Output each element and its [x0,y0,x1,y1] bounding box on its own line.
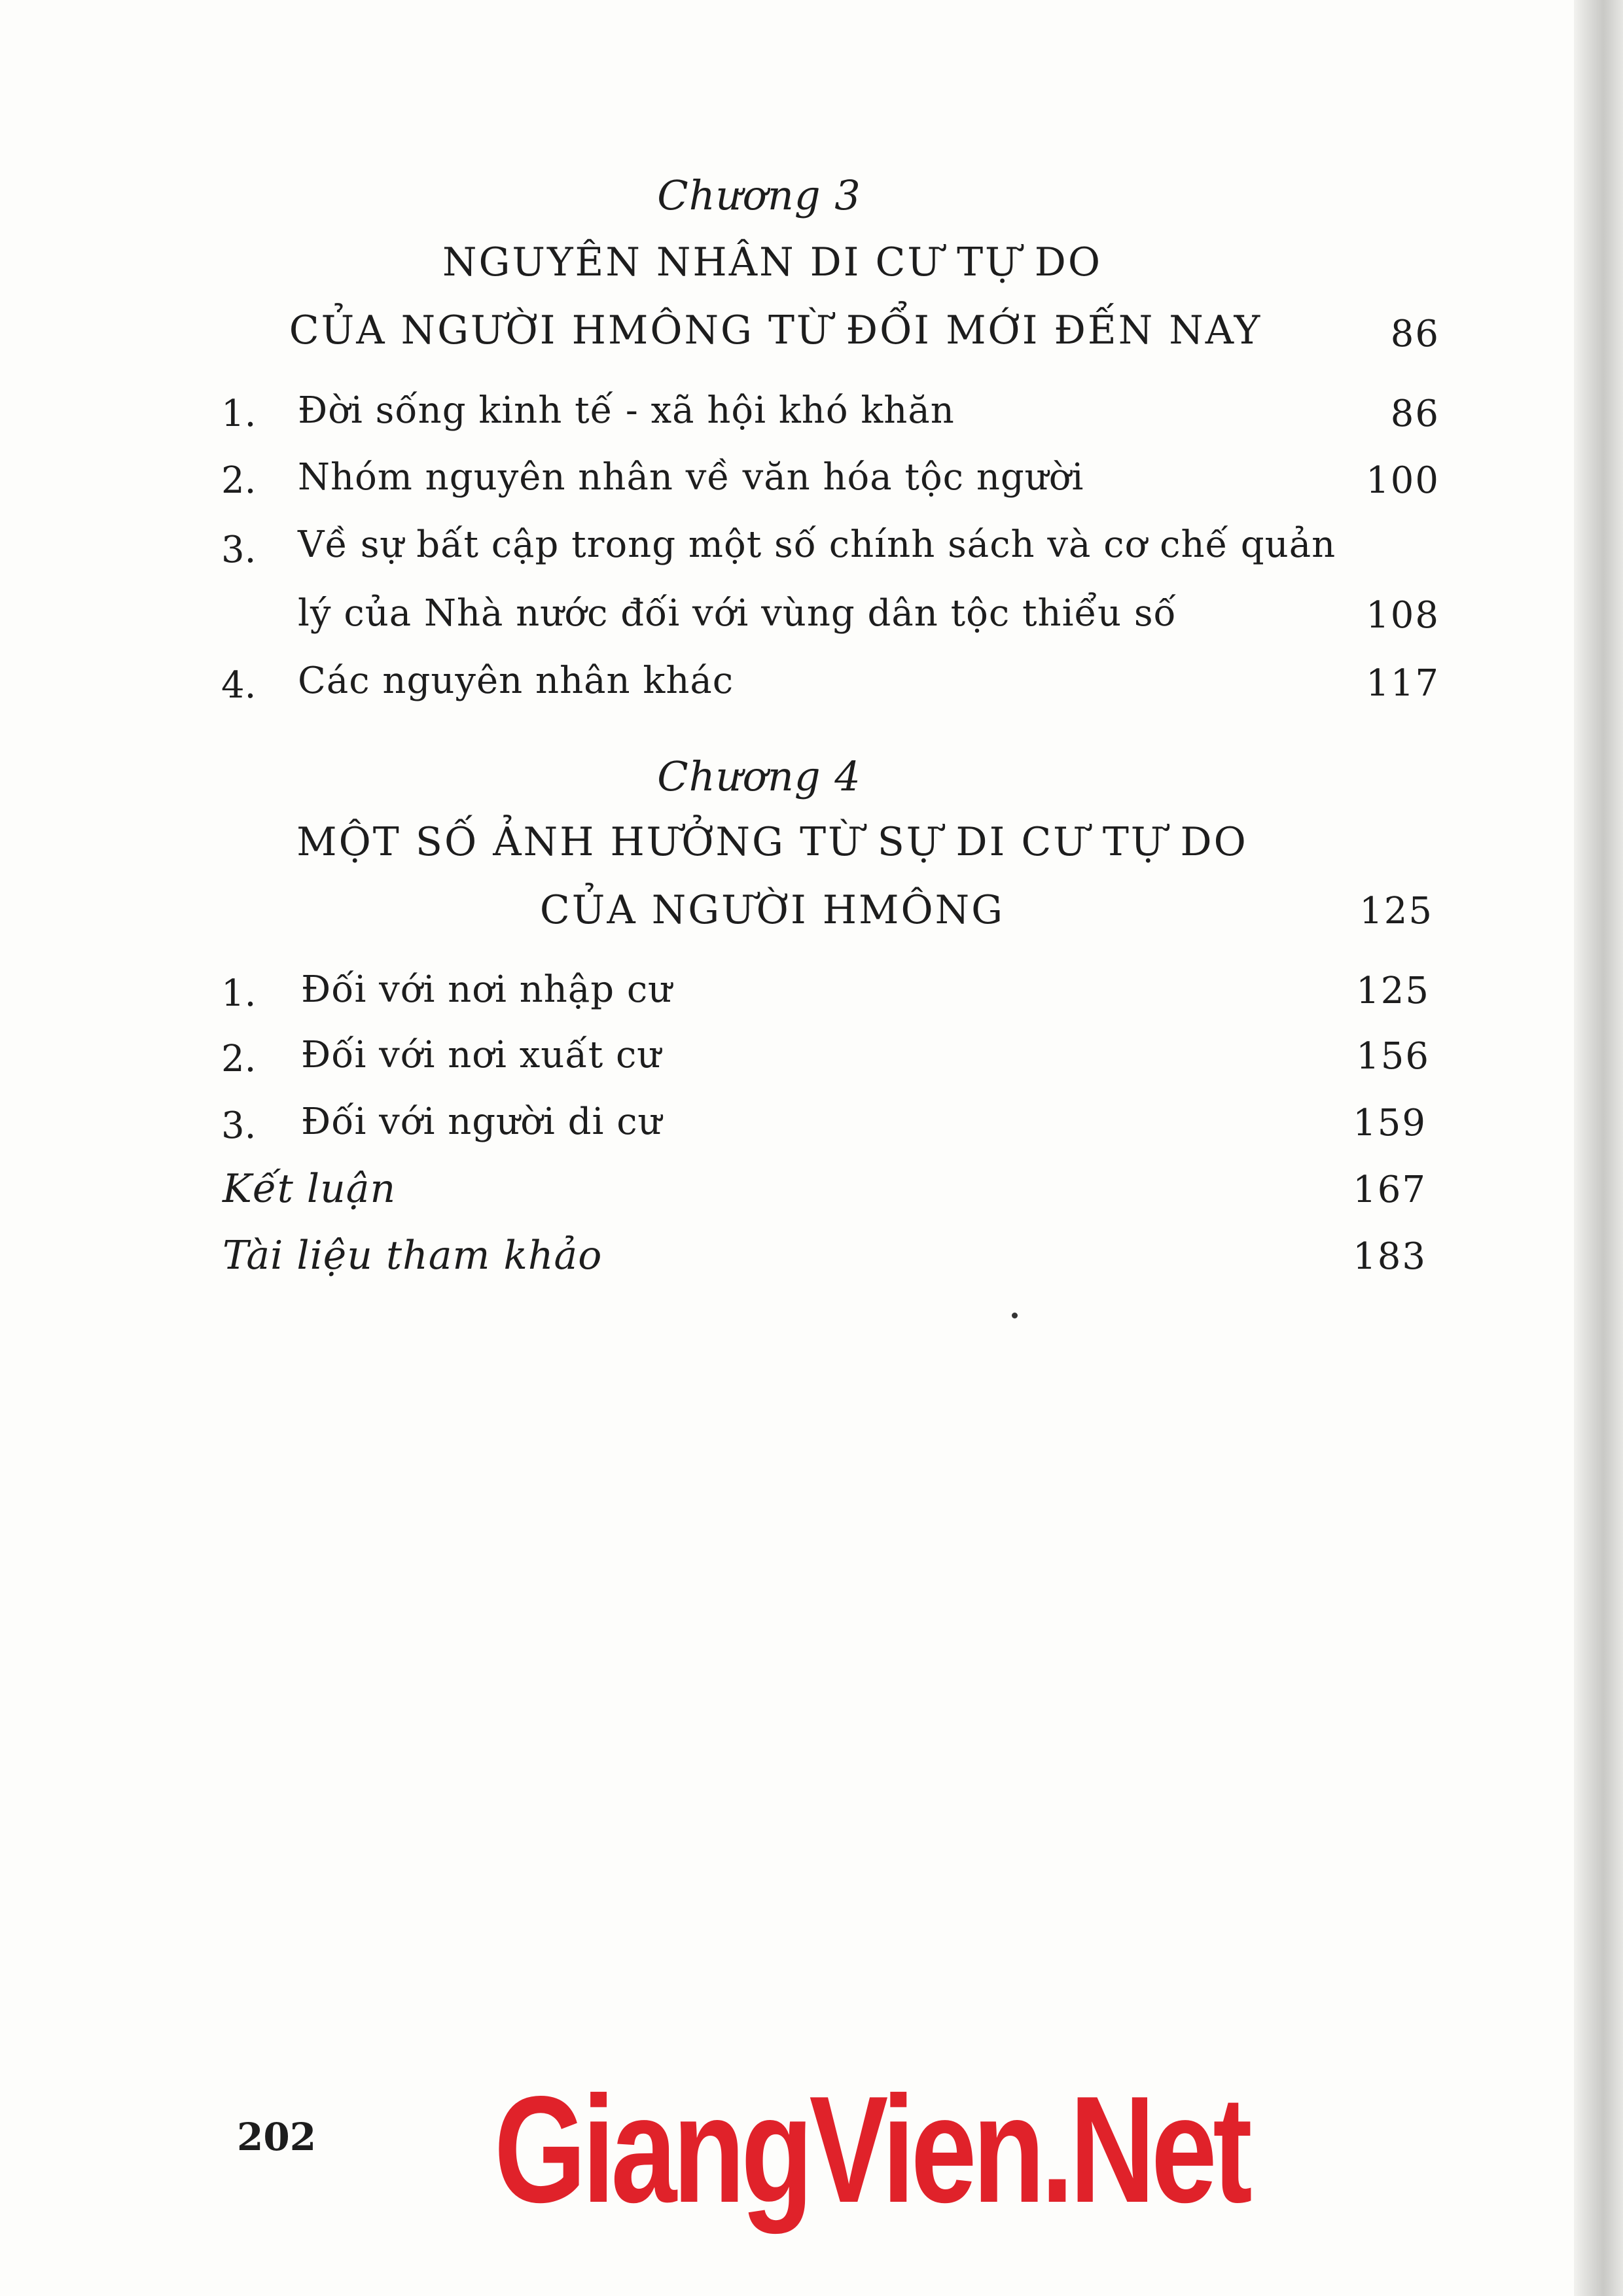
toc-item-num: 2. [221,1038,257,1080]
scan-speck [1012,1313,1018,1318]
toc-item-num: 1. [221,393,257,435]
toc-item-page: 125 [1356,970,1430,1012]
toc-item-page: 100 [1366,459,1440,502]
toc-item-num: 4. [221,664,257,707]
toc-item-text: Đối với nơi nhập cư [301,968,673,1011]
toc-item-page: 156 [1356,1035,1430,1078]
toc-item-page: 159 [1353,1102,1427,1144]
toc-references-page: 183 [1353,1235,1427,1278]
toc-references: Tài liệu tham khảo [223,1233,603,1279]
toc-item-text: Đối với người di cư [301,1101,662,1143]
toc-item-text: Đời sống kinh tế - xã hội khó khăn [298,389,955,432]
toc-item-text-continued: lý của Nhà nước đối với vùng dân tộc thiểu số [298,592,1177,635]
toc-item-page: 108 [1366,594,1440,637]
chapter-3-page: 86 [1390,313,1440,355]
toc-conclusion: Kết luận [223,1166,397,1212]
toc-item-text: Các nguyên nhân khác [298,660,734,702]
toc-conclusion-page: 167 [1353,1169,1427,1211]
toc-item-num: 3. [221,1104,257,1147]
toc-item-page: 86 [1390,393,1440,435]
page-edge-shadow [1574,0,1623,2296]
toc-item-num: 2. [221,459,257,502]
chapter-4-page: 125 [1359,890,1433,932]
toc-item-text: Nhóm nguyên nhân về văn hóa tộc người [298,456,1084,499]
toc-item-text: Đối với nơi xuất cư [301,1034,662,1076]
toc-item-page: 117 [1366,662,1440,705]
watermark-logo: GiangVien.Net [494,2065,1249,2234]
toc-item-num: 3. [221,529,257,571]
toc-item-text: Về sự bất cập trong một số chính sách và cơ chế quản [298,523,1336,566]
page-number: 202 [237,2115,317,2159]
toc-item-num: 1. [221,972,257,1015]
